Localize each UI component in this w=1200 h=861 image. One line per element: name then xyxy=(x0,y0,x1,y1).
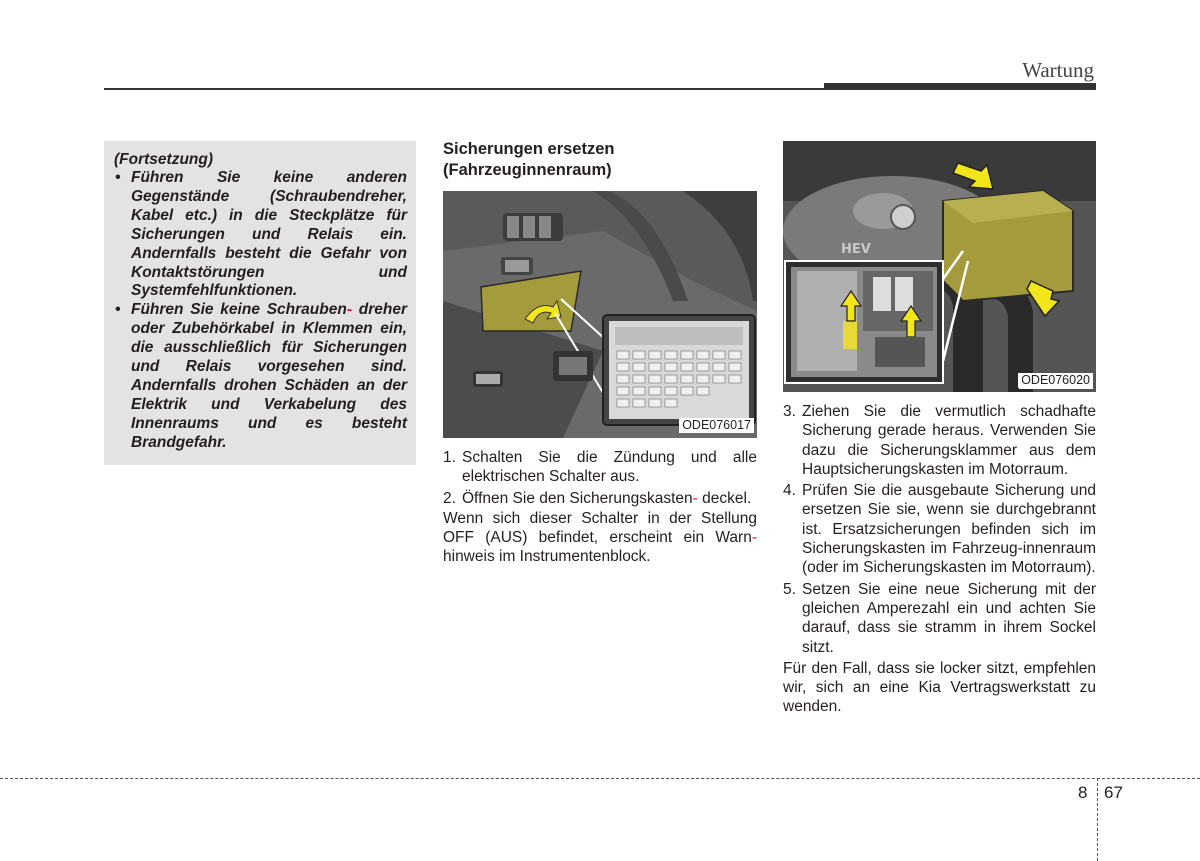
header-rule-accent xyxy=(824,83,1096,90)
step-text-cont: deckel. xyxy=(702,489,752,507)
page-number: 67 xyxy=(1104,783,1123,802)
note-paragraph xyxy=(443,509,757,567)
section-title-line2: (Fahrzeuginnenraum) xyxy=(443,160,612,179)
closing-paragraph: Für den Fall, dass sie locker sitzt, empfehlen wir, sich an eine Kia Vertragswerkstatt zu wenden. xyxy=(783,659,1096,716)
page-header-title: Wartung xyxy=(1022,58,1094,82)
warning-text: Führen Sie keine anderen Gegenstände (Schraubendreher, Kabel etc.) in die Steckplätze für Sicherungen und Relais ein. Andernfalls besteht die Gefahr von Kontaktstörungen und Systemfehlfunktionen. xyxy=(131,169,407,300)
dashboard-illustration xyxy=(443,191,757,438)
interior-fusebox-image xyxy=(443,191,757,438)
warning-item xyxy=(114,301,407,452)
note-text-cont: hinweis im Instrumentenblock. xyxy=(443,548,651,566)
step-text: Setzen Sie eine neue Sicherung mit der gleichen Amperezahl ein und achten Sie darauf, dass sie stramm in ihrem Sockel sitzt. xyxy=(802,580,1096,656)
warning-continuation: (Fortsetzung) xyxy=(114,151,214,168)
step-text: Öffnen Sie den Sicherungskasten xyxy=(462,489,693,507)
step-number: 4. xyxy=(783,482,796,500)
image-label: ODE076020 xyxy=(1018,373,1093,388)
section-title xyxy=(443,139,757,180)
warning-item xyxy=(114,169,407,301)
image-label: ODE076017 xyxy=(679,418,754,433)
chapter-number: 8 xyxy=(1078,783,1088,802)
bullet: • xyxy=(115,169,121,186)
engine-fusebox-image xyxy=(783,141,1096,392)
step-number: 1. xyxy=(443,449,456,466)
step-item xyxy=(443,489,757,508)
section-title-line1: Sicherungen ersetzen xyxy=(443,140,615,158)
step-number: 5. xyxy=(783,580,796,598)
step-item xyxy=(783,402,1096,479)
step-number: 2. xyxy=(443,489,456,507)
footer-divider xyxy=(1097,778,1098,861)
step-text: Schalten Sie die Zündung und alle elektrischen Schalter aus. xyxy=(462,449,757,486)
warning-box xyxy=(104,141,416,465)
footer-rule xyxy=(0,778,1200,779)
engine-bay-illustration xyxy=(783,141,1096,392)
hyphen-mark: - xyxy=(751,529,757,547)
right-column xyxy=(783,141,1096,717)
step-text: Ziehen Sie die vermutlich schadhafte Sicherung gerade heraus. Verwenden Sie dazu die Sicherungsklammer aus dem Hauptsicherungskasten im Motorraum. xyxy=(802,403,1096,478)
warning-text-cont: dreher oder Zubehörkabel in Klemmen ein, die ausschließlich für Sicherungen und Relais vorgesehen sind. Andernfalls drohen Schäden an der Elektrik und Verkabelung des Innenraums und es besteht Brandgefahr. xyxy=(131,301,407,451)
note-text: Wenn sich dieser Schalter in der Stellung OFF (AUS) befindet, erscheint ein Warn xyxy=(443,509,757,547)
warning-text: Führen Sie keine Schrauben xyxy=(131,301,347,319)
step-item xyxy=(783,580,1096,657)
step-item xyxy=(443,448,757,487)
hyphen-mark: - xyxy=(346,301,352,319)
bullet: • xyxy=(115,301,121,319)
step-text: Prüfen Sie die ausgebaute Sicherung und ersetzen Sie sie, wenn sie durchgebrannt ist. Ersatzsicherungen befinden sich im Sicherungskasten im Fahrzeug-innenraum (oder im Sicherungskasten im Motorraum). xyxy=(802,482,1096,577)
hev-emblem: HEV xyxy=(841,242,871,257)
step-number: 3. xyxy=(783,403,796,420)
step-item xyxy=(783,481,1096,577)
middle-column xyxy=(443,139,757,567)
hyphen-mark: - xyxy=(692,489,698,507)
